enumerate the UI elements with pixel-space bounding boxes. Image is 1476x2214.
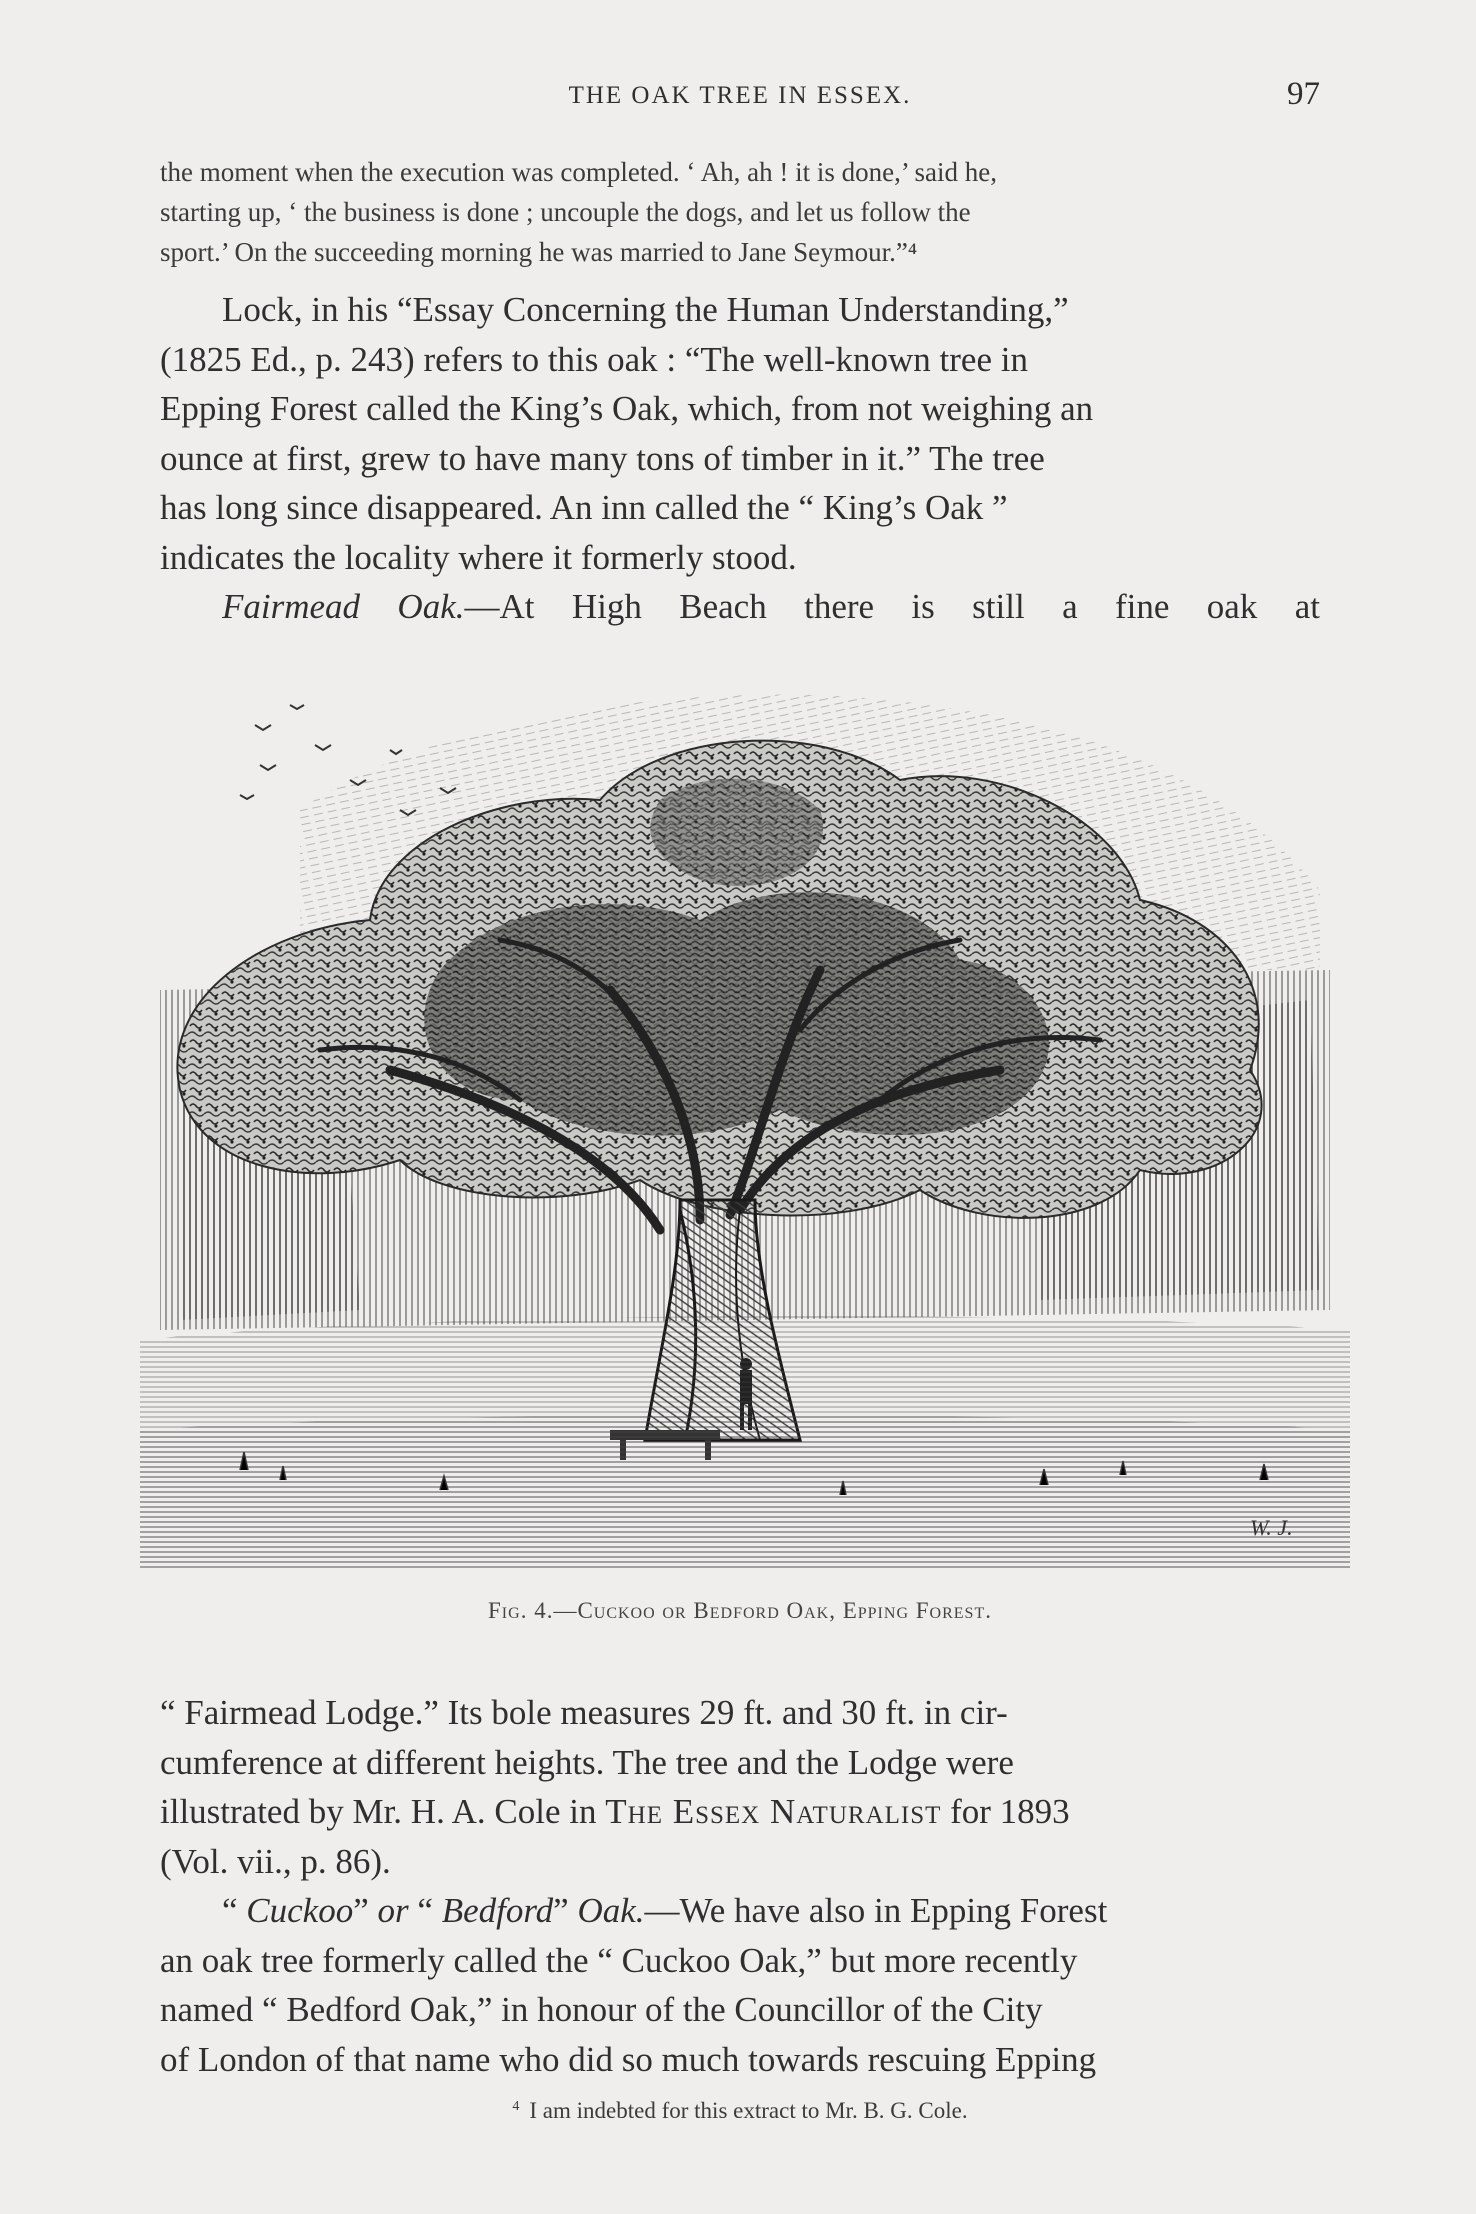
text-line: sport.’ On the succeeding morning he was married to Jane Seymour.”⁴ xyxy=(160,237,918,267)
footnote-text: I am indebted for this extract to Mr. B. G. Cole. xyxy=(529,2098,968,2123)
lock-paragraph xyxy=(160,285,1320,583)
publication-title: The Essex Naturalist xyxy=(605,1792,942,1832)
footnote-marker: 4 xyxy=(512,2099,520,2114)
text-line: (1825 Ed., p. 243) refers to this oak : “The well-known tree in xyxy=(160,339,1028,379)
text-line: named “ Bedford Oak,” in honour of the Councillor of the City xyxy=(160,1990,1043,2030)
text-line: “ Fairmead Lodge.” Its bole measures 29 ft. and 30 ft. in cir- xyxy=(160,1693,1008,1732)
oak-name-bedford: Bedford xyxy=(441,1891,554,1930)
engraver-signature: W. J. xyxy=(1250,1515,1293,1540)
page-number: 97 xyxy=(1287,76,1320,112)
section-title: Fairmead Oak. xyxy=(222,587,465,626)
page-header xyxy=(160,76,1320,126)
text-line: Epping Forest called the King’s Oak, which, from not weighing an xyxy=(160,389,1094,429)
oak-tree-engraving xyxy=(140,670,1350,1570)
footnote xyxy=(160,2098,1320,2124)
text-line: ounce at first, grew to have many tons of timber in it.” The tree xyxy=(160,438,1045,478)
text-line: has long since disappeared. An inn called the “ King’s Oak ” xyxy=(160,488,1008,528)
cuckoo-paragraph xyxy=(160,1886,1320,2084)
text-line: Lock, in his “Essay Concerning the Human Understanding,” xyxy=(222,290,1069,329)
text-line: starting up, ‘ the business is done ; uncouple the dogs, and let us follow the xyxy=(160,197,971,227)
fairmead-continued xyxy=(160,1688,1320,1886)
text-line: “ Cuckoo” or “ Bedford” Oak.—We have also in Epping Forest xyxy=(222,1891,1108,1930)
text-line xyxy=(160,582,1320,632)
section-text: —At High Beach there is still a fine oak at xyxy=(464,587,1320,626)
text-line: (Vol. vii., p. 86). xyxy=(160,1841,391,1881)
text-line: illustrated by Mr. H. A. Cole in The Essex Naturalist for 1893 xyxy=(160,1792,1070,1832)
top-paragraph xyxy=(160,152,1320,272)
text-line: the moment when the execution was completed. ‘ Ah, ah ! it is done,’ said he, xyxy=(160,157,998,187)
oak-tree-illustration xyxy=(140,670,1350,1570)
text-line: an oak tree formerly called the “ Cuckoo Oak,” but more recently xyxy=(160,1940,1078,1980)
text-line: of London of that name who did so much towards rescuing Epping xyxy=(160,2039,1097,2079)
figure-caption: Fig. 4.—Cuckoo or Bedford Oak, Epping Forest. xyxy=(488,1598,992,1623)
fairmead-intro xyxy=(160,582,1320,632)
text-line: indicates the locality where it formerly stood. xyxy=(160,537,797,577)
running-head: THE OAK TREE IN ESSEX. xyxy=(568,82,912,109)
text-line: cumference at different heights. The tree and the Lodge were xyxy=(160,1742,1014,1782)
oak-name-cuckoo: Cuckoo xyxy=(246,1891,354,1930)
